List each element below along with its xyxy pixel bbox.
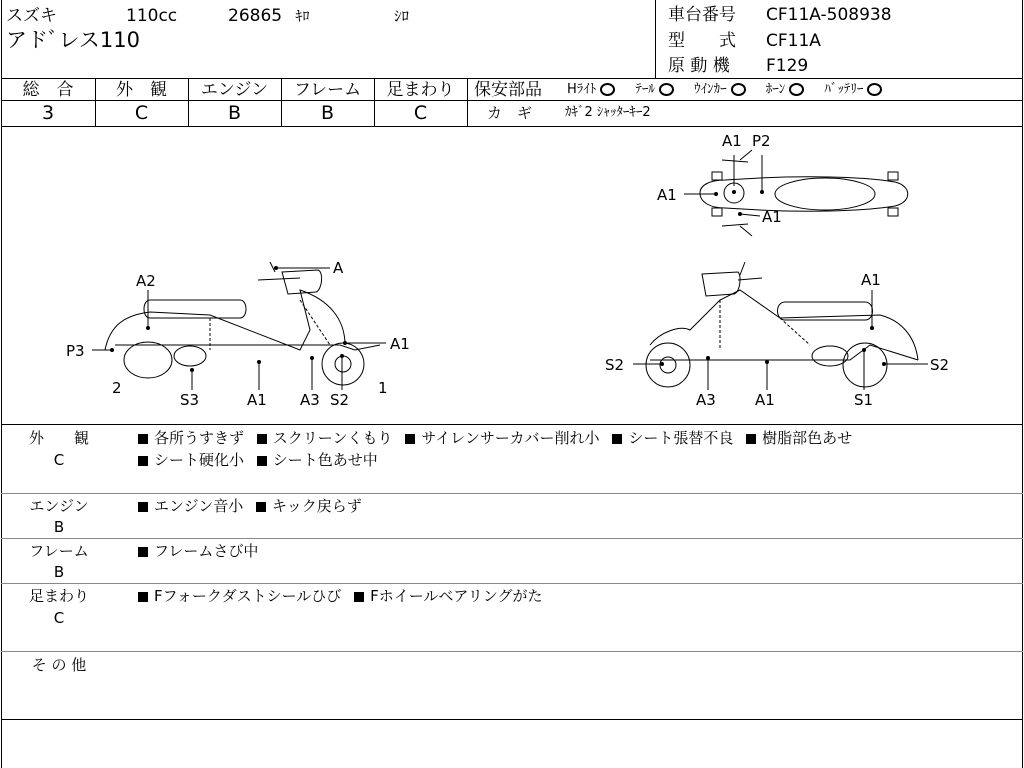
section-divider (1, 719, 1023, 720)
damage-label: A2 (136, 272, 156, 290)
note-item: エンジン音小 (154, 497, 244, 515)
bullet-icon (746, 434, 756, 444)
engine-value: F129 (766, 56, 809, 76)
type-value: CF11A (766, 31, 821, 51)
damage-label: A (333, 259, 344, 277)
mileage (228, 6, 310, 27)
note-item: 各所うすきず (154, 429, 245, 447)
bullet-icon (138, 502, 148, 512)
note-label-suspension: 足まわり (28, 587, 89, 605)
safety-item-label: Hﾗｲﾄ (567, 82, 597, 97)
note-label-other: そ の 他 (31, 656, 87, 674)
safety-items (567, 82, 886, 98)
frame-no-label: 車台番号 (668, 5, 736, 25)
damage-label: S2 (930, 356, 950, 374)
damage-label: P3 (66, 342, 85, 360)
ok-mark-icon (789, 83, 804, 96)
frame-no: CF11A-508938 (766, 5, 892, 25)
safety-item-label: ﾎｰﾝ (765, 82, 786, 97)
color: ｼﾛ (394, 7, 410, 25)
damage-label: S2 (605, 356, 625, 374)
damage-label: A1 (390, 335, 410, 353)
damage-label: 2 (112, 379, 122, 397)
ok-mark-icon (600, 83, 615, 96)
safety-horn (766, 82, 809, 97)
damage-label: A3 (300, 391, 320, 409)
ok-mark-icon (867, 83, 882, 96)
note-item: フレームさび中 (154, 542, 259, 560)
section-divider (1, 583, 1023, 584)
note-item: Fホイールベアリングがた (370, 587, 543, 605)
damage-label: 1 (378, 379, 388, 397)
damage-label: A1 (861, 271, 881, 289)
section-divider (1, 538, 1023, 539)
ok-mark-icon (659, 83, 674, 96)
ok-mark-icon (731, 83, 746, 96)
bullet-icon (257, 456, 267, 466)
section-divider (1, 651, 1023, 652)
maker: スズキ (6, 6, 57, 26)
bullet-icon (138, 434, 148, 444)
damage-label: A1 (722, 132, 742, 150)
safety-item-label: ｳｲﾝｶｰ (694, 82, 727, 97)
note-label-frame: フレーム (29, 542, 89, 560)
note-grade-suspension: C (53, 609, 65, 627)
note-item: シート硬化小 (154, 451, 245, 469)
engine-label: 原 動 機 (668, 56, 730, 76)
damage-label: S1 (854, 391, 874, 409)
grade-value-exterior: C (134, 102, 149, 124)
safety-headlight (567, 82, 619, 97)
grade-value-total: 3 (41, 102, 55, 124)
bullet-icon (257, 434, 267, 444)
grade-value-engine: B (227, 102, 242, 124)
grade-label-exterior: 外 観 (116, 80, 167, 100)
marker-lines (92, 155, 928, 390)
diagram-bottom-line (1, 424, 1023, 425)
damage-label: A1 (247, 391, 267, 409)
note-grade-exterior: C (53, 451, 65, 469)
displacement: 110cc (126, 6, 178, 26)
note-line (136, 587, 549, 605)
safety-winker (694, 82, 750, 97)
mileage-value: 26865 (228, 6, 283, 26)
key-value: ｶｷﾞ2 ｼｬｯﾀｰｷｰ2 (565, 105, 651, 120)
note-line (136, 429, 858, 447)
damage-label: S2 (330, 391, 350, 409)
model-name: アドﾞレス110 (6, 28, 140, 52)
section-divider (1, 493, 1023, 494)
note-item: サイレンサーカバー削れ小 (421, 429, 600, 447)
safety-item-label: ﾃｰﾙ (635, 82, 655, 97)
top-view-scooter (700, 150, 908, 236)
note-label-engine: エンジン (29, 497, 89, 515)
note-item: 樹脂部色あせ (762, 429, 853, 447)
bullet-icon (354, 592, 364, 602)
grade-value-suspension: C (413, 102, 428, 124)
note-line (136, 542, 264, 560)
grade-label-total: 総 合 (22, 80, 74, 100)
note-item: シート張替不良 (628, 429, 734, 447)
grade-label-suspension: 足まわり (386, 80, 455, 100)
mileage-unit: ｷﾛ (295, 9, 310, 25)
damage-label: A1 (657, 186, 677, 204)
grade-divider (467, 78, 468, 126)
bullet-icon (256, 502, 266, 512)
key-label: カ ギ (487, 104, 533, 122)
note-item: Fフォークダストシールひび (154, 587, 342, 605)
grade-label-frame: フレーム (293, 80, 362, 100)
note-grade-engine: B (53, 518, 65, 536)
note-line (136, 451, 384, 469)
grade-label-engine: エンジン (200, 80, 269, 100)
bullet-icon (405, 434, 415, 444)
safety-item-label: ﾊﾞｯﾃﾘｰ (824, 82, 864, 97)
header-bottom-line (1, 78, 1023, 79)
note-grade-frame: B (53, 563, 65, 581)
damage-label: A1 (755, 391, 775, 409)
bullet-icon (138, 456, 148, 466)
inspection-diagram (0, 127, 1024, 424)
bullet-icon (138, 592, 148, 602)
damage-label: A1 (762, 208, 782, 226)
note-item: シート色あせ中 (272, 451, 378, 469)
damage-label: S3 (180, 391, 200, 409)
type-label: 型 式 (668, 31, 736, 51)
note-line (136, 497, 368, 515)
bullet-icon (138, 547, 148, 557)
damage-label: P2 (752, 132, 771, 150)
safety-tail (635, 82, 678, 97)
grade-value-frame: B (320, 102, 335, 124)
note-label-exterior: 外 観 (28, 429, 89, 447)
note-item: キック戻らず (272, 497, 362, 515)
safety-label: 保安部品 (474, 80, 542, 100)
safety-battery (824, 82, 886, 97)
header-divider (655, 0, 656, 78)
grade-mid-line (1, 100, 1023, 101)
bullet-icon (612, 434, 622, 444)
damage-label: A3 (696, 391, 716, 409)
note-item: スクリーンくもり (272, 429, 393, 447)
